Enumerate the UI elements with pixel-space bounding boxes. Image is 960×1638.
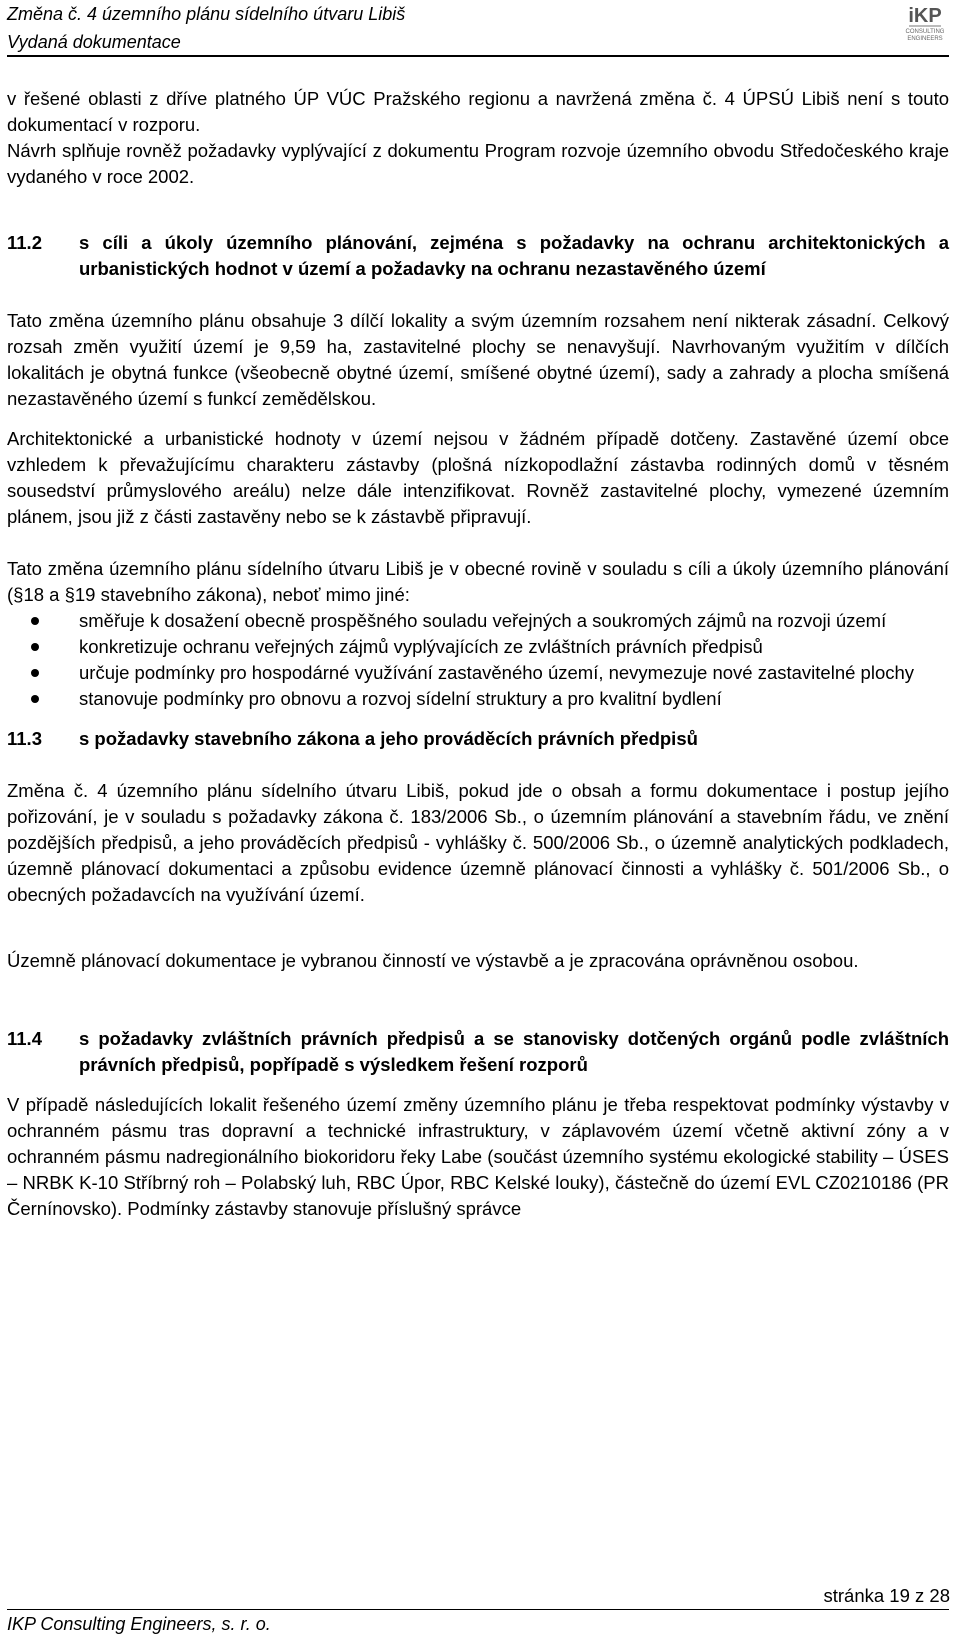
section-heading-11-4 xyxy=(7,1026,949,1078)
list-item-text: určuje podmínky pro hospodárné využívání zastavěného území, nevymezuje nové zastavitelné plochy xyxy=(79,662,915,683)
section-title: s cíli a úkoly územního plánování, zejména s požadavky na ochranu architektonických a urbanistických hodnot v území a požadavky na ochranu nezastavěného území xyxy=(79,232,949,279)
footer-company: IKP Consulting Engineers, s. r. o. xyxy=(7,1614,271,1634)
paragraph: Tato změna územního plánu obsahuje 3 dílčí lokality a svým územním rozsahem není nikterak zásadní. Celkový rozsah změn využití území je 9,59 ha, zastavitelné plochy se nenavyšují. Navrhovaným využitím v dílčích lokalitách je obytná funkce (všeobecně obytné území, smíšené obytné území), sady a zahrady a plocha smíšená nezastavěného území s funkcí zemědělskou. xyxy=(7,310,949,409)
page-header xyxy=(7,3,949,57)
document-title: Změna č. 4 územního plánu sídelního útvaru Libiš xyxy=(7,4,406,24)
document-subtitle: Vydaná dokumentace xyxy=(7,32,181,52)
paragraph: Návrh splňuje rovněž požadavky vyplývající z dokumentu Program rozvoje územního obvodu Středočeského kraje vydaného v roce 2002. xyxy=(7,140,949,187)
ikp-logo xyxy=(903,3,947,43)
list-item xyxy=(7,608,949,634)
logo-caption-1: CONSULTING xyxy=(905,29,945,35)
list-item xyxy=(7,660,949,686)
document-body xyxy=(7,86,949,1222)
section-title: s požadavky stavebního zákona a jeho prováděcích právních předpisů xyxy=(79,728,698,749)
section-number: 11.2 xyxy=(7,232,42,253)
page-number: stránka 19 z 28 xyxy=(823,1585,950,1606)
paragraph: Tato změna územního plánu sídelního útvaru Libiš je v obecné rovině v souladu s cíli a úkoly územního plánování (§18 a §19 stavebního zákona), neboť mimo jiné: xyxy=(7,558,949,605)
bullet-list xyxy=(7,608,949,712)
list-item-text: směřuje k dosažení obecně prospěšného souladu veřejných a soukromých zájmů na rozvoji území xyxy=(79,610,887,631)
list-item-text: konkretizuje ochranu veřejných zájmů vyplývajících ze zvláštních právních předpisů xyxy=(79,636,763,657)
paragraph: V případě následujících lokalit řešeného území změny územního plánu je třeba respektovat podmínky výstavby v ochranném pásmu tras dopravní a technické infrastruktury, v záplavovém území včetně aktivní zóny a v ochranném pásmu nadregionálního biokoridoru řeky Labe (součást územního systému ekologické stability – ÚSES – NRBK K-10 Stříbrný roh – Polabský luh, RBC Úpor, RBC Kelské louky), částečně do území EVL CZ0210186 (PR Černínovsko). Podmínky zástavby stanovuje příslušný správce xyxy=(7,1094,949,1219)
paragraph: Změna č. 4 územního plánu sídelního útvaru Libiš, pokud jde o obsah a formu dokumentace i postup jejího pořizování, je v souladu s požadavky zákona č. 183/2006 Sb., o územním plánování a stavebním řádu, ve znění pozdějších předpisů, a jeho prováděcích předpisů - vyhlášky č. 500/2006 Sb., o územně analytických podkladech, územně plánovací dokumentaci a způsobu evidence územně plánovací činnosti a vyhlášky č. 501/2006 Sb., o obecných požadavcích na využívání území. xyxy=(7,780,949,905)
header-divider xyxy=(7,55,949,57)
section-heading-11-3 xyxy=(7,726,949,752)
paragraph: Územně plánovací dokumentace je vybranou činností ve výstavbě a je zpracována oprávněnou osobou. xyxy=(7,950,859,971)
logo-caption-2: ENGINEERS xyxy=(907,36,943,42)
bullet-icon xyxy=(31,617,39,625)
section-title: s požadavky zvláštních právních předpisů a se stanovisky dotčených orgánů podle zvláštních právních předpisů, popřípadě s výsledkem řešení rozporů xyxy=(79,1028,949,1075)
list-item-text: stanovuje podmínky pro obnovu a rozvoj sídelní struktury a pro kvalitní bydlení xyxy=(79,688,722,709)
paragraph: Architektonické a urbanistické hodnoty v území nejsou v žádném případě dotčeny. Zastavěné území obce vzhledem k převažujícímu charakteru zástavby (plošná nízkopodlažní zástavba rodinných domů v těsném sousedství průmyslového areálu) nelze dále intenzifikovat. Rovněž zastavitelné plochy, vymezené územním plánem, jsou již z části zastavěny nebo se k zástavbě připravují. xyxy=(7,428,949,527)
section-heading-11-2 xyxy=(7,230,949,282)
logo-text: iKP xyxy=(908,5,942,27)
list-item xyxy=(7,686,949,712)
section-number: 11.4 xyxy=(7,1028,42,1049)
footer-divider xyxy=(7,1609,949,1610)
section-number: 11.3 xyxy=(7,728,42,749)
bullet-icon xyxy=(31,695,39,703)
paragraph: v řešené oblasti z dříve platného ÚP VÚC Pražského regionu a navržená změna č. 4 ÚPSÚ Libiš není s touto dokumentací v rozporu. xyxy=(7,88,949,135)
bullet-icon xyxy=(31,669,39,677)
bullet-icon xyxy=(31,643,39,651)
list-item xyxy=(7,634,949,660)
